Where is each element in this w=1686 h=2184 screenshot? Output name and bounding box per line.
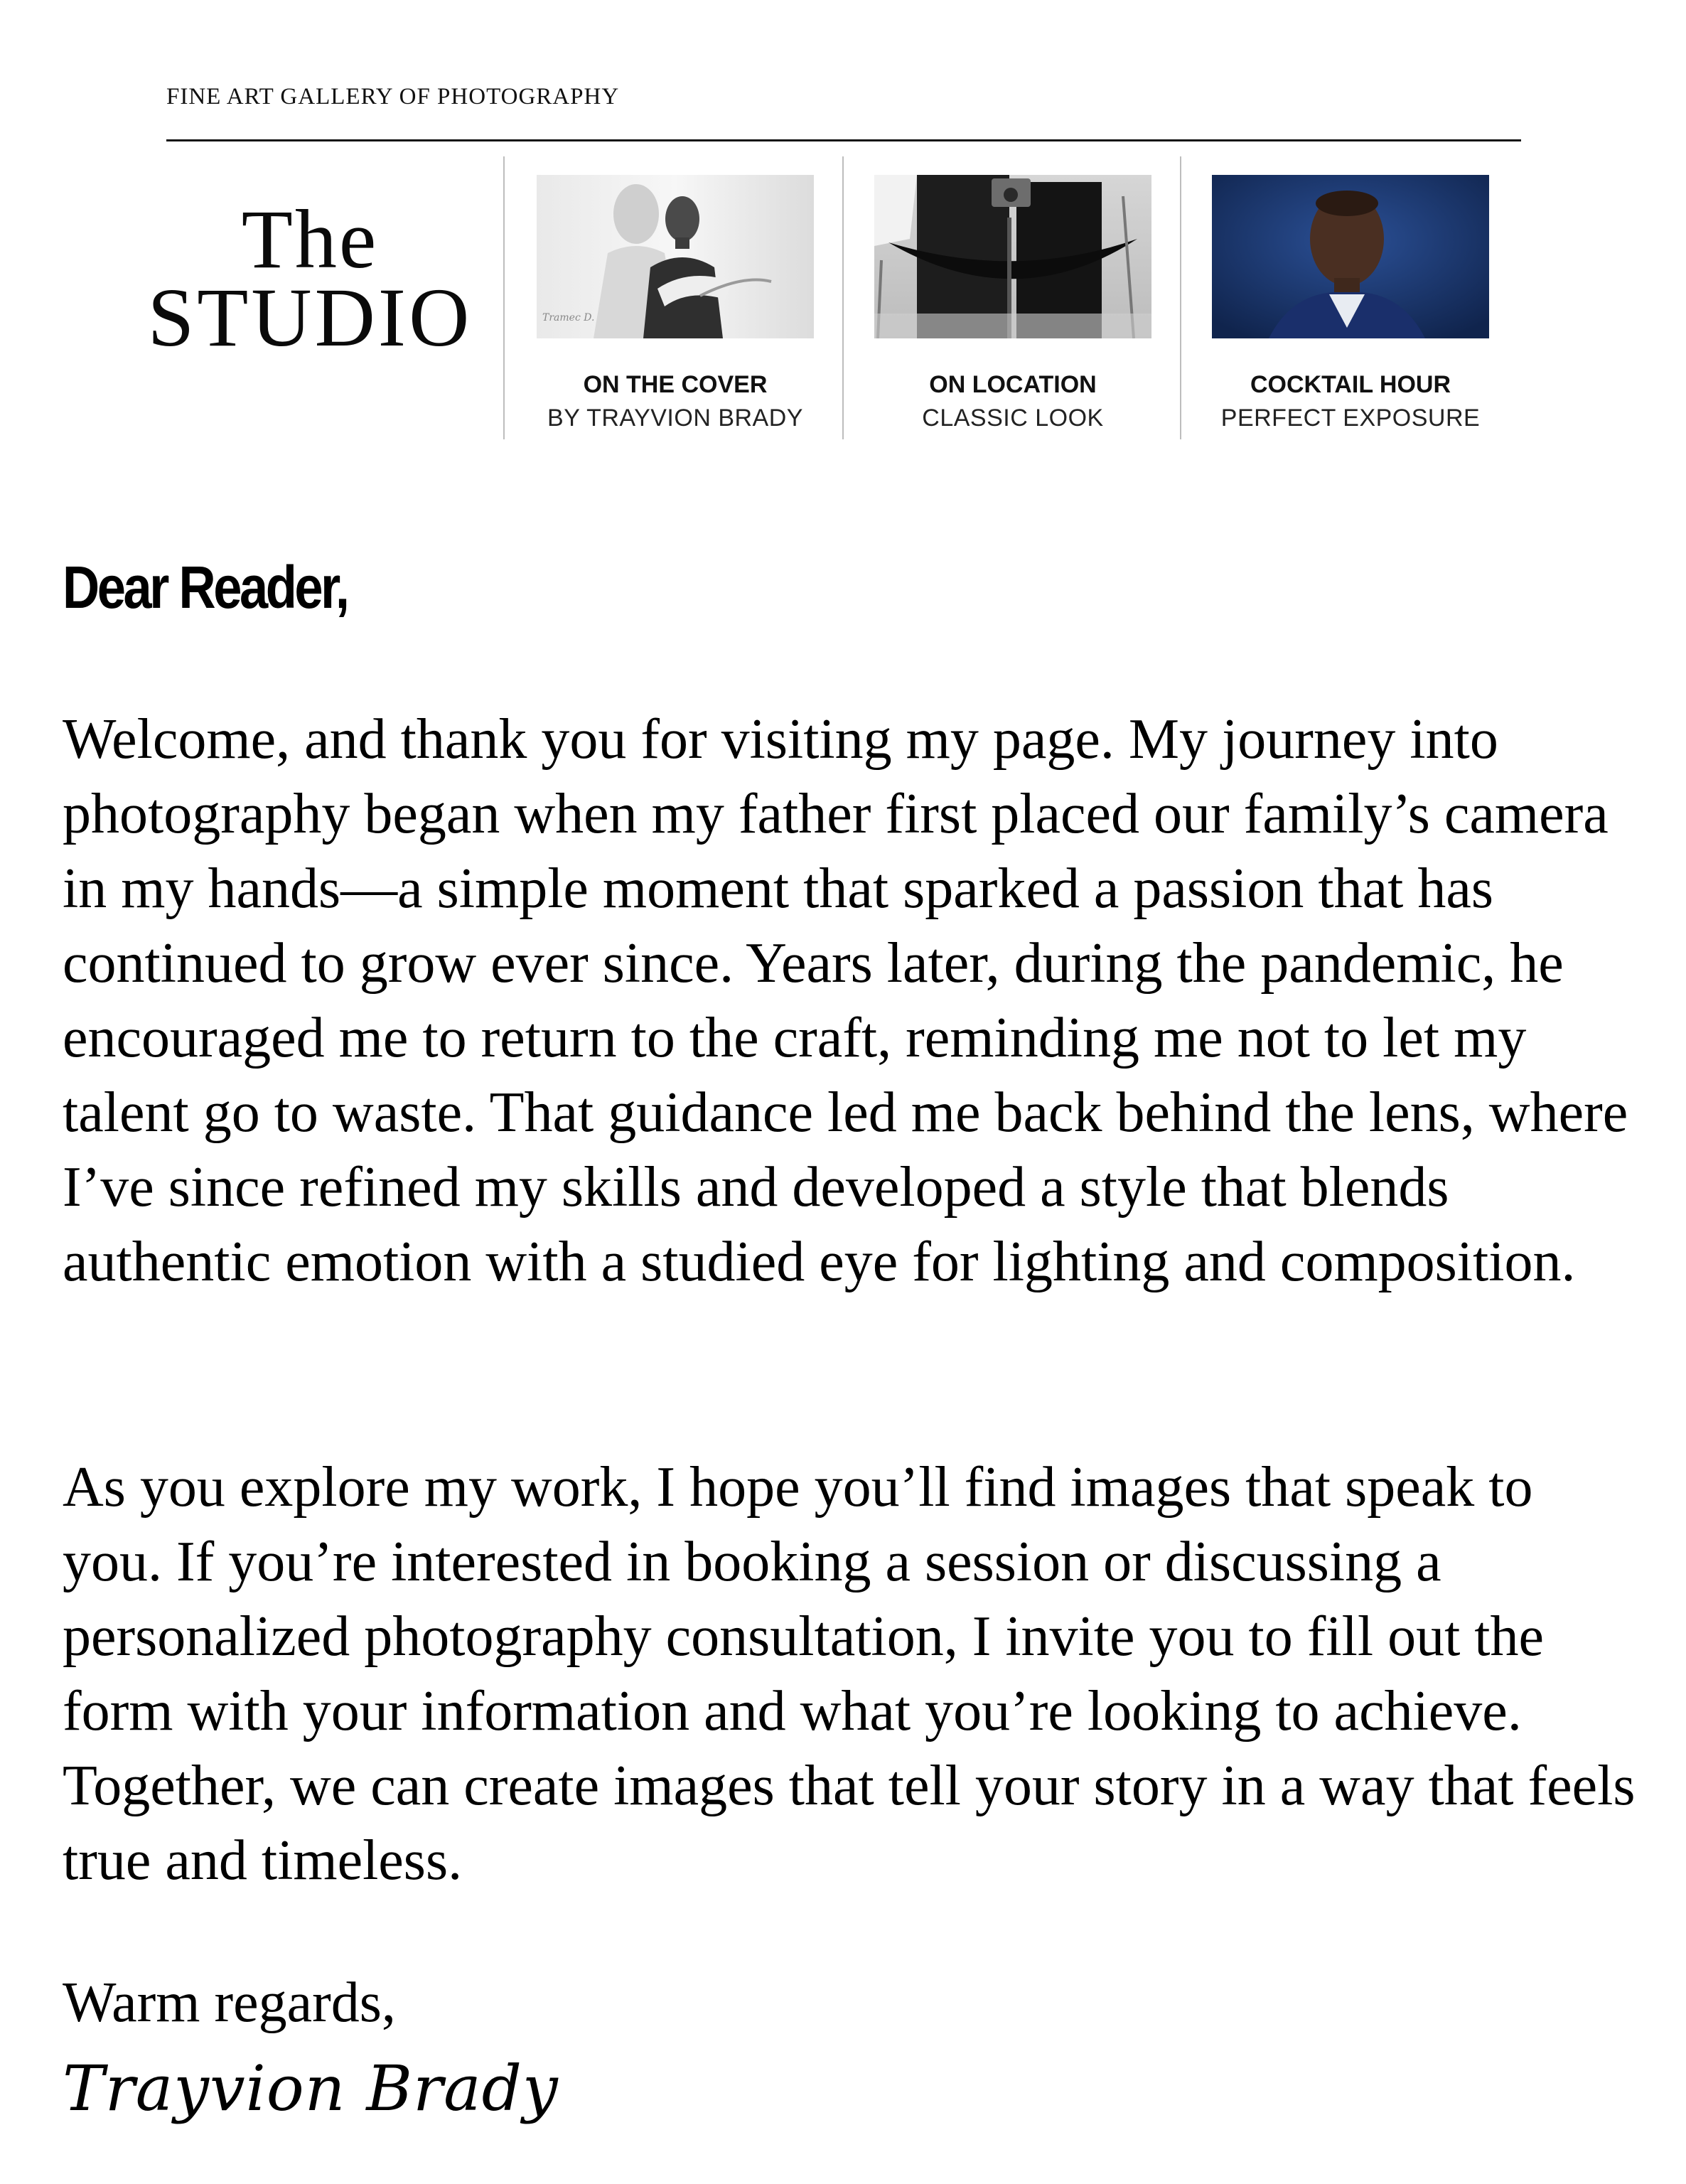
column-divider bbox=[1180, 156, 1181, 439]
logo-line-the: The bbox=[241, 193, 379, 286]
feature-on-the-cover[interactable] bbox=[537, 175, 814, 432]
signature: Trayvion Brady bbox=[63, 2052, 559, 2125]
feature-title: ON LOCATION bbox=[929, 371, 1097, 398]
feature-subtitle: PERFECT EXPOSURE bbox=[1220, 405, 1481, 432]
logo-line-studio: STUDIO bbox=[147, 271, 473, 364]
studio-camera-image[interactable] bbox=[874, 175, 1151, 338]
feature-on-location[interactable] bbox=[874, 175, 1151, 432]
column-divider bbox=[842, 156, 844, 439]
feature-cocktail-hour[interactable] bbox=[1212, 175, 1489, 432]
column-divider bbox=[503, 156, 505, 439]
feature-title: ON THE COVER bbox=[583, 371, 768, 398]
letter-paragraph: Welcome, and thank you for visiting my page. My journey into photography began when my father first placed our family’s camera in my hands—a simple moment that sparked a passion that has continued to grow ever since. Years later, during the pandemic, he encouraged me to return to the craft, reminding me not to let my talent go to waste. That guidance led me back behind the lens, where I’ve since refined my skills and developed a style that blends authentic emotion with a studied eye for lighting and composition. bbox=[63, 708, 1628, 1293]
cover-image-caption: Trameс D. bbox=[542, 312, 595, 323]
letter-greeting: Dear Reader, bbox=[63, 554, 348, 621]
cover-portrait-image[interactable] bbox=[537, 175, 814, 338]
feature-subtitle: BY TRAYVION BRADY bbox=[547, 405, 803, 432]
letter-closing: Warm regards, bbox=[63, 1971, 396, 2034]
studio-logo[interactable] bbox=[139, 193, 480, 364]
header-rule bbox=[166, 139, 1521, 141]
letter-paragraph: As you explore my work, I hope you’ll find images that speak to you. If you’re interested in booking a session or discussing a personalized photography consultation, I invite you to fill out the form with your information and what you’re looking to achieve. Together, we can create images that tell your story in a way that feels true and timeless. bbox=[63, 1456, 1636, 1892]
gallery-kicker: FINE ART GALLERY OF PHOTOGRAPHY bbox=[166, 84, 620, 109]
blue-suit-portrait-image[interactable] bbox=[1212, 175, 1489, 338]
feature-subtitle: CLASSIC LOOK bbox=[922, 405, 1104, 432]
feature-title: COCKTAIL HOUR bbox=[1250, 371, 1451, 398]
